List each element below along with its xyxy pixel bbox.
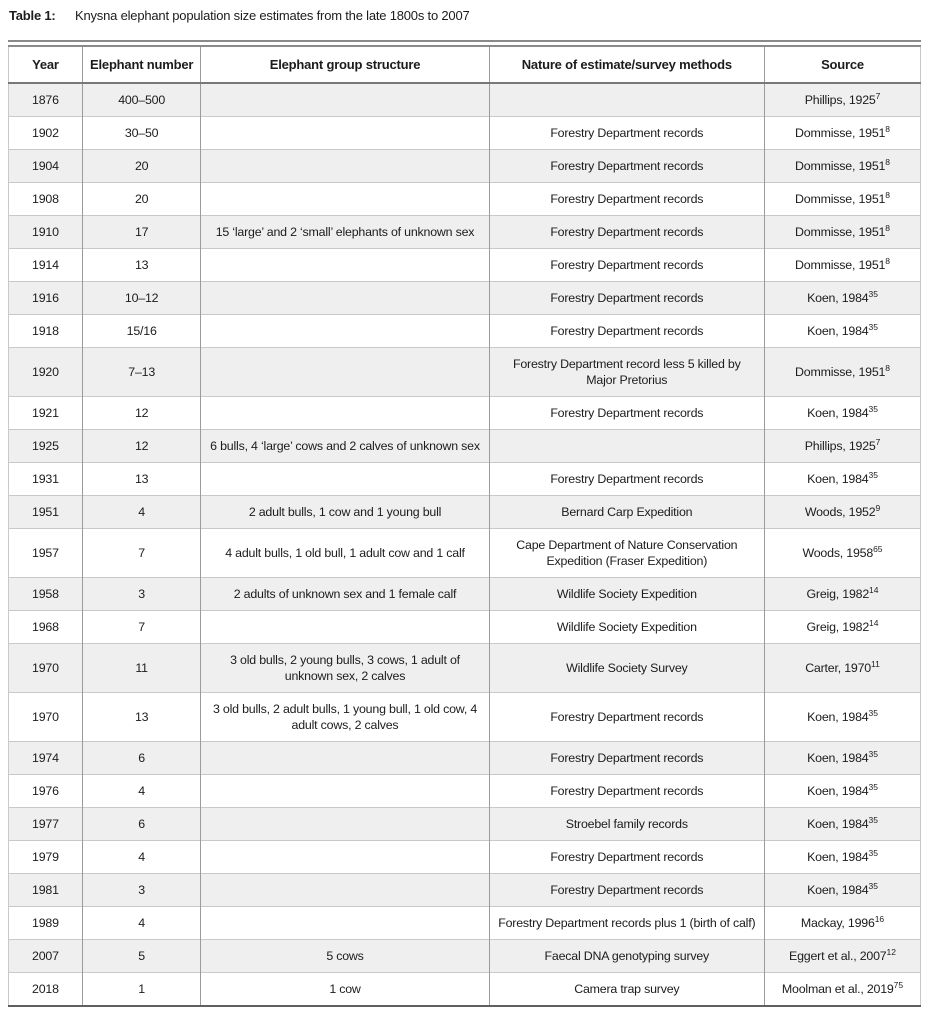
nature-cell: Forestry Department records [489,693,764,742]
table-row [9,874,921,907]
source-text: Dommisse, 1951 [795,126,886,140]
year-cell: 1902 [9,117,83,150]
nature-cell: Faecal DNA genotyping survey [489,940,764,973]
source-cell [765,216,921,249]
source-cell [765,907,921,940]
group-structure-cell [201,183,489,216]
group-structure-cell [201,874,489,907]
group-structure-cell: 3 old bulls, 2 young bulls, 3 cows, 1 adult of unknown sex, 2 calves [201,644,489,693]
source-ref: 14 [869,584,879,595]
caption-text: Knysna elephant population size estimates from the late 1800s to 2007 [75,8,470,23]
elephant-number-cell: 7 [82,529,201,578]
elephant-number-cell: 20 [82,150,201,183]
source-cell [765,315,921,348]
group-structure-cell [201,117,489,150]
year-cell: 2018 [9,973,83,1007]
elephant-number-cell: 6 [82,808,201,841]
header-source: Source [765,46,921,83]
group-structure-cell [201,150,489,183]
nature-cell: Forestry Department records [489,183,764,216]
source-text: Phillips, 1925 [804,439,876,453]
group-structure-cell [201,611,489,644]
source-ref: 35 [868,847,878,858]
nature-cell: Stroebel family records [489,808,764,841]
source-cell [765,874,921,907]
elephant-number-cell: 5 [82,940,201,973]
year-cell: 1970 [9,693,83,742]
group-structure-cell [201,907,489,940]
elephant-number-cell: 1 [82,973,201,1007]
source-cell [765,430,921,463]
group-structure-cell [201,463,489,496]
year-cell: 1931 [9,463,83,496]
source-text: Koen, 1984 [807,817,869,831]
nature-cell: Camera trap survey [489,973,764,1007]
source-text: Dommisse, 1951 [795,258,886,272]
table-row [9,578,921,611]
source-ref: 12 [886,946,896,957]
group-structure-cell: 15 ‘large’ and 2 ‘small’ elephants of unknown sex [201,216,489,249]
group-structure-cell: 6 bulls, 4 ‘large’ cows and 2 calves of unknown sex [201,430,489,463]
table-row [9,529,921,578]
source-cell [765,742,921,775]
source-text: Koen, 1984 [807,850,869,864]
source-text: Koen, 1984 [807,883,869,897]
elephant-number-cell: 4 [82,841,201,874]
source-text: Koen, 1984 [807,324,869,338]
year-cell: 1957 [9,529,83,578]
group-structure-cell: 1 cow [201,973,489,1007]
source-cell [765,397,921,430]
table-row [9,644,921,693]
nature-cell: Forestry Department records [489,117,764,150]
source-cell [765,940,921,973]
source-ref: 35 [868,814,878,825]
source-ref: 16 [874,913,885,924]
source-text: Carter, 1970 [805,661,871,675]
table-container [0,40,929,1007]
source-cell [765,841,921,874]
source-ref: 35 [868,469,878,480]
year-cell: 1951 [9,496,83,529]
nature-cell: Forestry Department records [489,775,764,808]
group-structure-cell [201,808,489,841]
nature-cell: Wildlife Society Expedition [489,611,764,644]
table-row [9,249,921,282]
source-cell [765,282,921,315]
elephant-number-cell: 4 [82,907,201,940]
caption-label: Table 1: [9,8,56,23]
table-row [9,693,921,742]
year-cell: 1914 [9,249,83,282]
source-text: Koen, 1984 [807,710,869,724]
table-row [9,775,921,808]
group-structure-cell [201,83,489,117]
source-cell [765,775,921,808]
elephant-number-cell: 15/16 [82,315,201,348]
source-cell [765,644,921,693]
source-text: Koen, 1984 [807,472,869,486]
elephant-number-cell: 13 [82,693,201,742]
year-cell: 1920 [9,348,83,397]
elephant-number-cell: 10–12 [82,282,201,315]
table-row [9,83,921,117]
year-cell: 1974 [9,742,83,775]
source-cell [765,117,921,150]
nature-cell: Forestry Department record less 5 killed by Major Pretorius [489,348,764,397]
source-ref: 8 [885,123,890,134]
source-ref: 35 [868,403,878,414]
nature-cell: Forestry Department records [489,841,764,874]
source-cell [765,249,921,282]
source-cell [765,693,921,742]
source-ref: 35 [868,707,878,718]
source-ref: 75 [893,979,904,990]
nature-cell: Bernard Carp Expedition [489,496,764,529]
group-structure-cell [201,315,489,348]
year-cell: 1921 [9,397,83,430]
nature-cell: Forestry Department records [489,874,764,907]
source-text: Dommisse, 1951 [795,225,886,239]
source-cell [765,611,921,644]
top-rule [8,40,921,42]
year-cell: 1910 [9,216,83,249]
elephant-number-cell: 4 [82,775,201,808]
elephant-number-cell: 3 [82,578,201,611]
source-cell [765,578,921,611]
group-structure-cell [201,397,489,430]
source-text: Koen, 1984 [807,751,869,765]
nature-cell: Wildlife Society Expedition [489,578,764,611]
year-cell: 1916 [9,282,83,315]
group-structure-cell: 2 adults of unknown sex and 1 female calf [201,578,489,611]
nature-cell: Forestry Department records [489,463,764,496]
elephant-number-cell: 4 [82,496,201,529]
table-row [9,973,921,1007]
group-structure-cell: 2 adult bulls, 1 cow and 1 young bull [201,496,489,529]
source-text: Dommisse, 1951 [795,159,886,173]
source-ref: 65 [873,543,883,554]
source-ref: 8 [885,156,890,167]
group-structure-cell [201,775,489,808]
header-row [9,46,921,83]
nature-cell: Forestry Department records [489,249,764,282]
year-cell: 1989 [9,907,83,940]
elephant-number-cell: 6 [82,742,201,775]
elephant-number-cell: 20 [82,183,201,216]
group-structure-cell [201,742,489,775]
group-structure-cell: 5 cows [201,940,489,973]
year-cell: 1908 [9,183,83,216]
elephant-number-cell: 3 [82,874,201,907]
table-row [9,742,921,775]
header-group-structure: Elephant group structure [201,46,489,83]
year-cell: 2007 [9,940,83,973]
source-ref: 7 [875,436,881,447]
nature-cell: Forestry Department records [489,282,764,315]
nature-cell: Forestry Department records [489,742,764,775]
source-ref: 8 [885,222,890,233]
group-structure-cell [201,282,489,315]
source-ref: 8 [885,362,890,373]
source-text: Eggert et al., 2007 [789,949,887,963]
source-ref: 35 [868,781,878,792]
year-cell: 1904 [9,150,83,183]
source-text: Mackay, 1996 [800,916,875,930]
table-row [9,611,921,644]
source-cell [765,529,921,578]
source-text: Koen, 1984 [807,291,869,305]
year-cell: 1918 [9,315,83,348]
source-text: Dommisse, 1951 [795,192,886,206]
table-header [9,46,921,83]
year-cell: 1968 [9,611,83,644]
table-row [9,808,921,841]
source-text: Moolman et al., 2019 [781,982,894,996]
source-ref: 7 [875,90,881,101]
header-nature: Nature of estimate/survey methods [489,46,764,83]
source-ref: 9 [875,502,881,513]
source-text: Greig, 1982 [806,620,870,634]
source-text: Koen, 1984 [807,406,869,420]
elephant-number-cell: 17 [82,216,201,249]
year-cell: 1977 [9,808,83,841]
nature-cell: Forestry Department records [489,216,764,249]
table-body [9,83,921,1006]
elephant-number-cell: 12 [82,430,201,463]
table-row [9,282,921,315]
source-cell [765,808,921,841]
elephant-number-cell: 13 [82,463,201,496]
elephant-number-cell: 30–50 [82,117,201,150]
year-cell: 1976 [9,775,83,808]
source-text: Phillips, 1925 [804,93,876,107]
nature-cell: Wildlife Society Survey [489,644,764,693]
nature-cell: Forestry Department records [489,315,764,348]
source-cell [765,150,921,183]
source-cell [765,973,921,1007]
year-cell: 1981 [9,874,83,907]
table-row [9,940,921,973]
source-cell [765,348,921,397]
year-cell: 1876 [32,93,59,107]
group-structure-cell [201,348,489,397]
source-ref: 8 [885,189,890,200]
table-row [9,496,921,529]
table-row [9,397,921,430]
source-ref: 11 [870,658,880,669]
source-text: Greig, 1982 [806,587,870,601]
nature-cell: Forestry Department records plus 1 (birth of calf) [489,907,764,940]
table-row [9,463,921,496]
source-ref: 8 [885,255,890,266]
source-ref: 35 [868,321,878,332]
source-cell [765,83,921,117]
table-row [9,216,921,249]
elephant-number-cell: 12 [82,397,201,430]
elephant-number-cell: 400–500 [82,83,201,117]
group-structure-cell: 4 adult bulls, 1 old bull, 1 adult cow and 1 calf [201,529,489,578]
year-cell: 1970 [9,644,83,693]
elephant-number-cell: 7 [82,611,201,644]
source-cell [765,463,921,496]
elephant-number-cell: 11 [82,644,201,693]
group-structure-cell [201,249,489,282]
year-cell: 1958 [9,578,83,611]
elephant-population-table [8,45,921,1007]
year-cell: 1979 [9,841,83,874]
nature-cell [489,83,764,117]
source-ref: 14 [869,617,879,628]
table-row [9,150,921,183]
source-cell [765,183,921,216]
table-caption [0,4,929,23]
group-structure-cell: 3 old bulls, 2 adult bulls, 1 young bull, 1 old cow, 4 adult cows, 2 calves [201,693,489,742]
header-elephant-number: Elephant number [82,46,201,83]
nature-cell: Forestry Department records [489,150,764,183]
table-row [9,315,921,348]
table-row [9,907,921,940]
source-cell [765,496,921,529]
table-row [9,430,921,463]
source-text: Koen, 1984 [807,784,869,798]
source-ref: 35 [868,288,878,299]
header-year: Year [9,46,83,83]
elephant-number-cell: 7–13 [82,348,201,397]
source-text: Woods, 1958 [802,546,874,560]
nature-cell: Forestry Department records [489,397,764,430]
nature-cell [489,430,764,463]
table-row [9,117,921,150]
source-text: Woods, 1952 [804,505,876,519]
source-ref: 35 [868,880,878,891]
nature-cell: Cape Department of Nature Conservation Expedition (Fraser Expedition) [489,529,764,578]
table-row [9,348,921,397]
table-row [9,841,921,874]
table-row [9,183,921,216]
source-ref: 35 [868,748,878,759]
group-structure-cell [201,841,489,874]
elephant-number-cell: 13 [82,249,201,282]
year-cell: 1925 [9,430,83,463]
source-text: Dommisse, 1951 [795,365,886,379]
